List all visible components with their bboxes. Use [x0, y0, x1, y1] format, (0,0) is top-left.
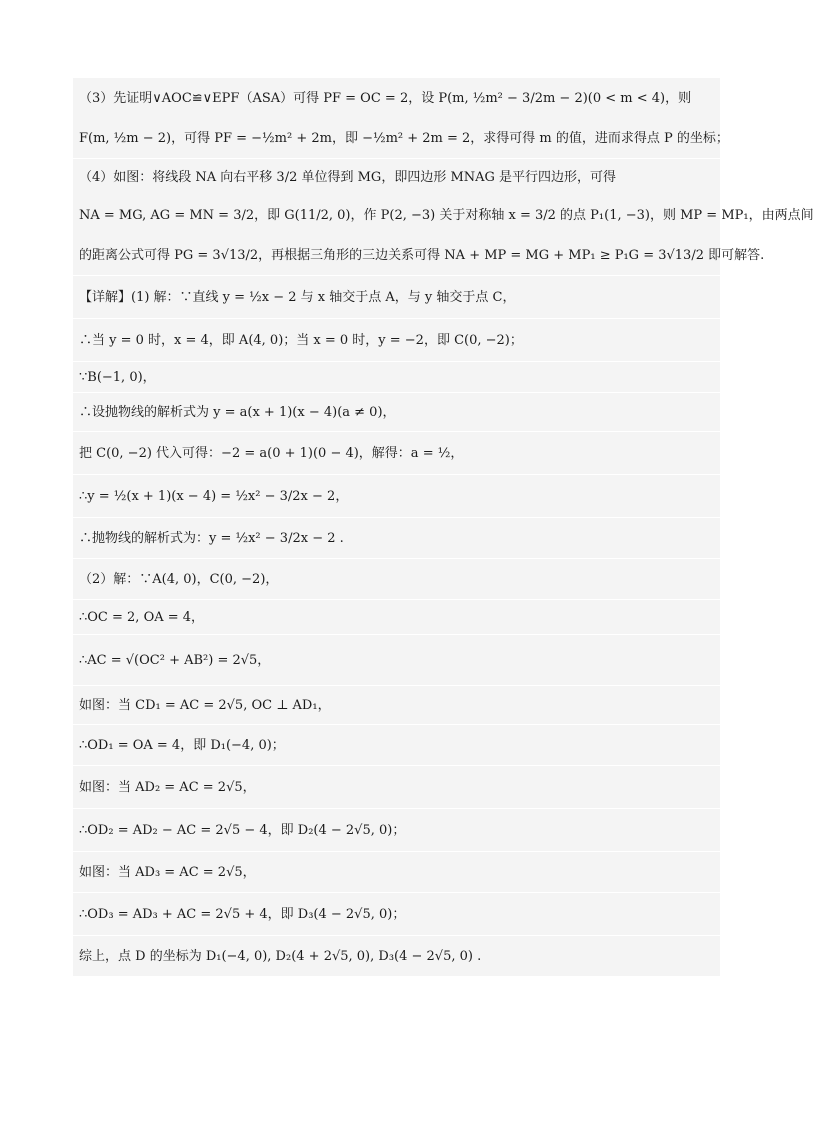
part2-line-6: 如图：当 AD₂ = AC = 2√5，: [73, 765, 720, 808]
part2-line-1: （2）解：∵A(4, 0)，C(0, −2)，: [73, 558, 720, 599]
text-line-4-end: 的距离公式可得 PG = 3√13/2，再根据三角形的三边关系可得 NA + MP = MG + MP₁ ≥ P₁G = 3√13/2 即可解答.: [79, 247, 765, 263]
detail-line-4: ∴设抛物线的解析式为 y = a(x + 1)(x − 4)(a ≠ 0)，: [73, 392, 720, 431]
text-line-4-intro: （4）如图：将线段 NA 向右平移 3/2 单位得到 MG，即四边形 MNAG 是平行四边形，可得: [73, 158, 720, 195]
detail-line-6: ∴y = ½(x + 1)(x − 4) = ½x² − 3/2x − 2，: [73, 474, 720, 517]
detail-line-2: ∴当 y = 0 时，x = 4，即 A(4, 0)；当 x = 0 时，y = −2，即 C(0, −2)；: [73, 318, 720, 361]
text-line-3-intro: （3）先证明∨AOC≌∨EPF（ASA）可得 PF = OC = 2，设 P(m, ½m² − 3/2m − 2)(0 < m < 4)，则: [79, 90, 692, 106]
part2-line-4: 如图：当 CD₁ = AC = 2√5, OC ⊥ AD₁，: [73, 685, 720, 724]
part2-line-8: 如图：当 AD₃ = AC = 2√5，: [73, 851, 720, 892]
part2-line-5: ∴OD₁ = OA = 4，即 D₁(−4, 0)；: [73, 724, 720, 765]
detail-line-7: ∴抛物线的解析式为：y = ½x² − 3/2x − 2 .: [73, 517, 720, 558]
detail-line-1: 【详解】(1) 解：∵直线 y = ½x − 2 与 x 轴交于点 A，与 y 轴交于点 C，: [73, 275, 720, 318]
text-line-4-cont: NA = MG, AG = MN = 3/2，即 G(11/2, 0)，作 P(2, −3) 关于对称轴 x = 3/2 的点 P₁(1, −3)，则 MP = MP₁，由两点间: [79, 207, 814, 223]
part2-conclusion: 综上，点 D 的坐标为 D₁(−4, 0), D₂(4 + 2√5, 0), D₃(4 − 2√5, 0) .: [73, 935, 720, 976]
part2-line-7: ∴OD₂ = AD₂ − AC = 2√5 − 4，即 D₂(4 − 2√5, 0)；: [73, 808, 720, 851]
detail-line-5: 把 C(0, −2) 代入可得：−2 = a(0 + 1)(0 − 4)，解得：a = ½，: [73, 431, 720, 474]
part2-line-3: ∴AC = √(OC² + AB²) = 2√5，: [73, 634, 720, 685]
text-line-3-cont: F(m, ½m − 2)，可得 PF = −½m² + 2m，即 −½m² + 2m = 2，求得可得 m 的值，进而求得点 P 的坐标；: [79, 130, 729, 146]
part2-line-2: ∴OC = 2, OA = 4，: [73, 599, 720, 634]
detail-line-3: ∵B(−1, 0)，: [73, 361, 720, 392]
solution-text-block: [73, 78, 814, 976]
part2-line-9: ∴OD₃ = AD₃ + AC = 2√5 + 4，即 D₃(4 − 2√5, 0)；: [73, 892, 720, 935]
